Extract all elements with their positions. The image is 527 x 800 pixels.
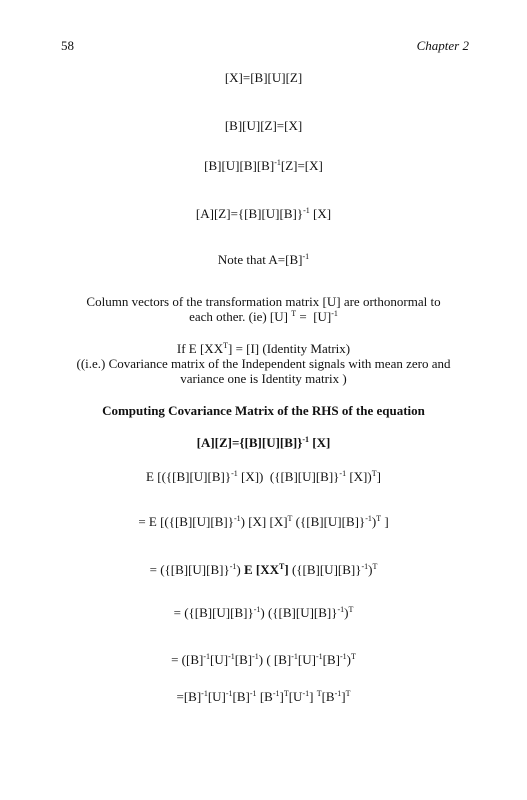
equation-az-bold: $[A][Z]=\{[B][U][B]\}^{-1}$ [X] [196, 435, 331, 450]
note-a-equals-b-inverse: Note that $A=[B]^{-1}$ [217, 252, 310, 267]
covariance-note-line-1: ((i.e.) Covariance matrix of the Independent signals with mean zero and [76, 356, 451, 371]
covariance-note-line-2: variance one is Identity matrix ) [180, 371, 347, 386]
orthonormal-text-line-1: Column vectors of the transformation matrix [U] are orthonormal to [86, 294, 441, 309]
derivation-step-3: = $(\{[B][U][B]\}^{-1})$ $(\{[B][U][B]\}^{-1})^T$ [173, 605, 354, 620]
derivation-step-1: = E [$(\{[B][U][B]\}^{-1})$ [X] $[X]^T$ $(\{[B][U][B]\}^{-1})^T$ ] [138, 514, 389, 529]
equation-ubb-inverse: $[B][U][B][B]^{-1}[Z]=[X]$ [204, 158, 323, 173]
derivation-step-5: $=[B]^{-1}[U]^{-1}[B]^{-1}$ $[B^{-1}]^T[U^{-1}]$ $^T[B^{-1}]^T$ [176, 689, 351, 704]
derivation-step-2: = $(\{[B][U][B]\}^{-1})$ E $[XX^T]$ $(\{[B][U][B]\}^{-1})^T$ [149, 562, 378, 577]
equation-buz-equals-x: [B][U][Z]=[X] [224, 118, 303, 133]
running-header-chapter: Chapter 2 [416, 38, 469, 53]
equation-x-equals-buz: [X]=[B][U][Z] [224, 70, 303, 85]
section-heading-covariance: Computing Covariance Matrix of the RHS of the equation [102, 403, 425, 418]
orthonormal-text-line-2: each other. (ie) [U] $^T = [U]^{-1}$ [189, 309, 338, 324]
derivation-step-4: = $([B]^{-1}[U]^{-1}[B]^{-1})$ ( $[B]^{-1}[U]^{-1}[B]^{-1})^T$ [171, 652, 356, 667]
expectation-expression: E [($\{[B][U][B]\}^{-1}$ [X]) ($\{[B][U][B]\}^{-1}$ [X])$^T$] [146, 469, 381, 484]
equation-az: $[A][Z]=\{[B][U][B]\}^{-1}$ [X] [195, 206, 332, 221]
page-number: 58 [61, 38, 74, 53]
identity-matrix-condition: If E $[XX^T] = [I]$ (Identity Matrix) [176, 341, 351, 356]
